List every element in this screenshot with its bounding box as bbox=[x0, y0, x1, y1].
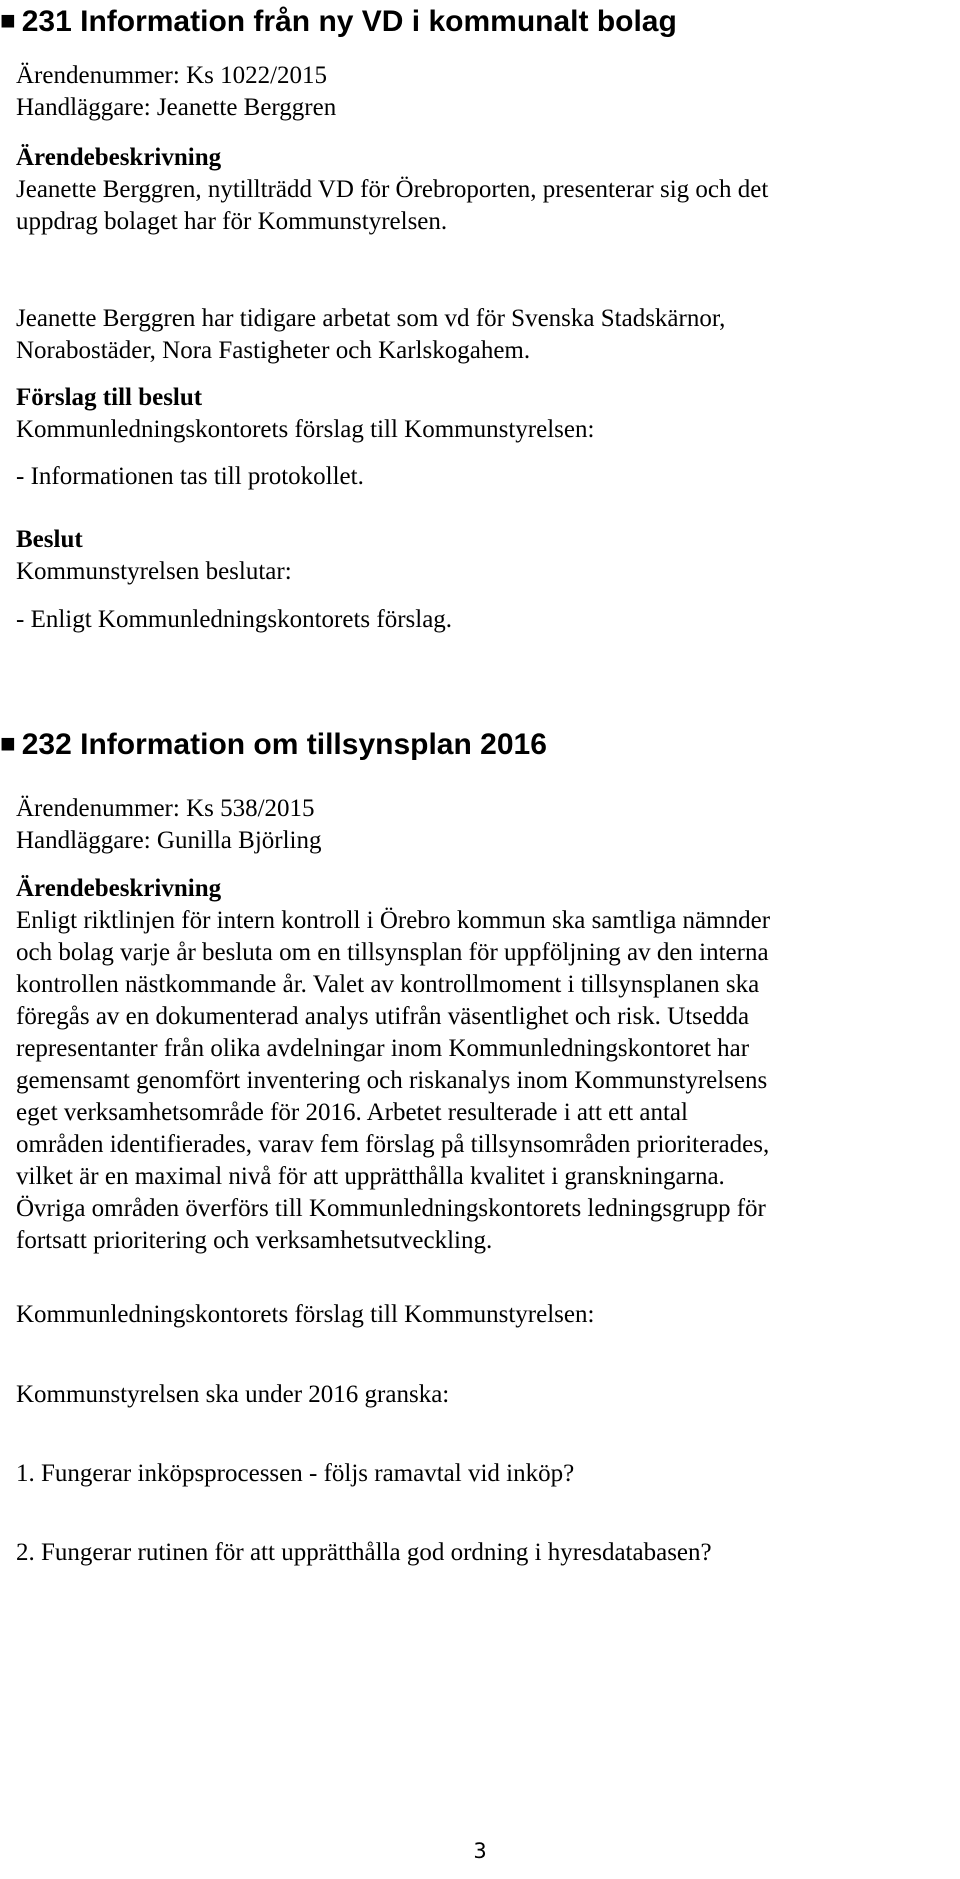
description-line: Jeanette Berggren, nytillträdd VD för Örebroporten, presenterar sig och det bbox=[16, 176, 769, 203]
section-232-item-1 bbox=[16, 1458, 960, 1490]
section-231-title: 231 Information från ny VD i kommunalt bolag bbox=[21, 5, 677, 38]
description-line: och bolag varje år besluta om en tillsynsplan för uppföljning av den interna bbox=[16, 939, 769, 966]
description-line: Enligt riktlinjen för intern kontroll i Örebro kommun ska samtliga nämnder bbox=[16, 907, 771, 934]
background-line: Jeanette Berggren har tidigare arbetat som vd för Svenska Stadskärnor, bbox=[16, 305, 726, 332]
section-231-heading bbox=[0, 2, 677, 40]
description-line: fortsatt prioritering och verksamhetsutveckling. bbox=[16, 1227, 493, 1254]
section-232-heading bbox=[0, 725, 547, 763]
section-232-meta bbox=[16, 793, 960, 857]
section-231-decision-item bbox=[16, 604, 960, 636]
section-231-background bbox=[16, 303, 960, 367]
background-line: Norabostäder, Nora Fastigheter och Karlskogahem. bbox=[16, 337, 531, 364]
description-line: representanter från olika avdelningar inom Kommunledningskontoret har bbox=[16, 1035, 750, 1062]
proposal-intro: Kommunledningskontorets förslag till Kommunstyrelsen: bbox=[16, 416, 595, 443]
decision-heading: Beslut bbox=[16, 526, 83, 553]
page-number: 3 bbox=[473, 1839, 487, 1863]
description-line: gemensamt genomfört inventering och riskanalys inom Kommunstyrelsens bbox=[16, 1067, 768, 1094]
section-231-meta bbox=[16, 60, 960, 124]
description-heading: Ärendebeskrivning bbox=[16, 875, 222, 902]
review-intro: Kommunstyrelsen ska under 2016 granska: bbox=[16, 1381, 450, 1408]
section-231-decision bbox=[16, 524, 960, 588]
description-line: vilket är en maximal nivå för att upprätthålla kvalitet i granskningarna. bbox=[16, 1163, 725, 1190]
description-line: kontrollen nästkommande år. Valet av kontrollmoment i tillsynsplanen ska bbox=[16, 971, 760, 998]
case-number: Ärendenummer: Ks 1022/2015 bbox=[16, 62, 328, 89]
decision-item: - Enligt Kommunledningskontorets förslag. bbox=[16, 606, 453, 633]
description-line: Övriga områden överförs till Kommunledningskontorets ledningsgrupp för bbox=[16, 1195, 766, 1222]
list-item: 2. Fungerar rutinen för att upprätthålla god ordning i hyresdatabasen? bbox=[16, 1539, 712, 1566]
description-line: föregås av en dokumenterad analys utifrån väsentlighet och risk. Utsedda bbox=[16, 1003, 750, 1030]
section-232-description bbox=[16, 873, 960, 1257]
description-line: områden identifierades, varav fem förslag på tillsynsområden prioriterades, bbox=[16, 1131, 770, 1158]
section-232-review bbox=[16, 1379, 960, 1411]
section-231-proposal-item bbox=[16, 461, 960, 493]
proposal-heading: Förslag till beslut bbox=[16, 384, 203, 411]
description-line: eget verksamhetsområde för 2016. Arbetet resulterade i att ett antal bbox=[16, 1099, 688, 1126]
description-line: uppdrag bolaget har för Kommunstyrelsen. bbox=[16, 208, 448, 235]
section-231-proposal bbox=[16, 382, 960, 446]
case-number: Ärendenummer: Ks 538/2015 bbox=[16, 795, 315, 822]
section-232-proposal bbox=[16, 1299, 960, 1331]
proposal-item: - Informationen tas till protokollet. bbox=[16, 463, 364, 490]
proposal-intro: Kommunledningskontorets förslag till Kommunstyrelsen: bbox=[16, 1301, 595, 1328]
handler: Handläggare: Gunilla Björling bbox=[16, 827, 322, 854]
decision-intro: Kommunstyrelsen beslutar: bbox=[16, 558, 292, 585]
section-232-item-2 bbox=[16, 1537, 960, 1569]
section-231-description bbox=[16, 142, 960, 238]
description-heading: Ärendebeskrivning bbox=[16, 144, 222, 171]
handler: Handläggare: Jeanette Berggren bbox=[16, 94, 337, 121]
list-item: 1. Fungerar inköpsprocessen - följs ramavtal vid inköp? bbox=[16, 1460, 575, 1487]
square-bullet-icon: ■ bbox=[0, 728, 16, 758]
section-232-title: 232 Information om tillsynsplan 2016 bbox=[21, 728, 547, 761]
square-bullet-icon: ■ bbox=[0, 5, 16, 35]
